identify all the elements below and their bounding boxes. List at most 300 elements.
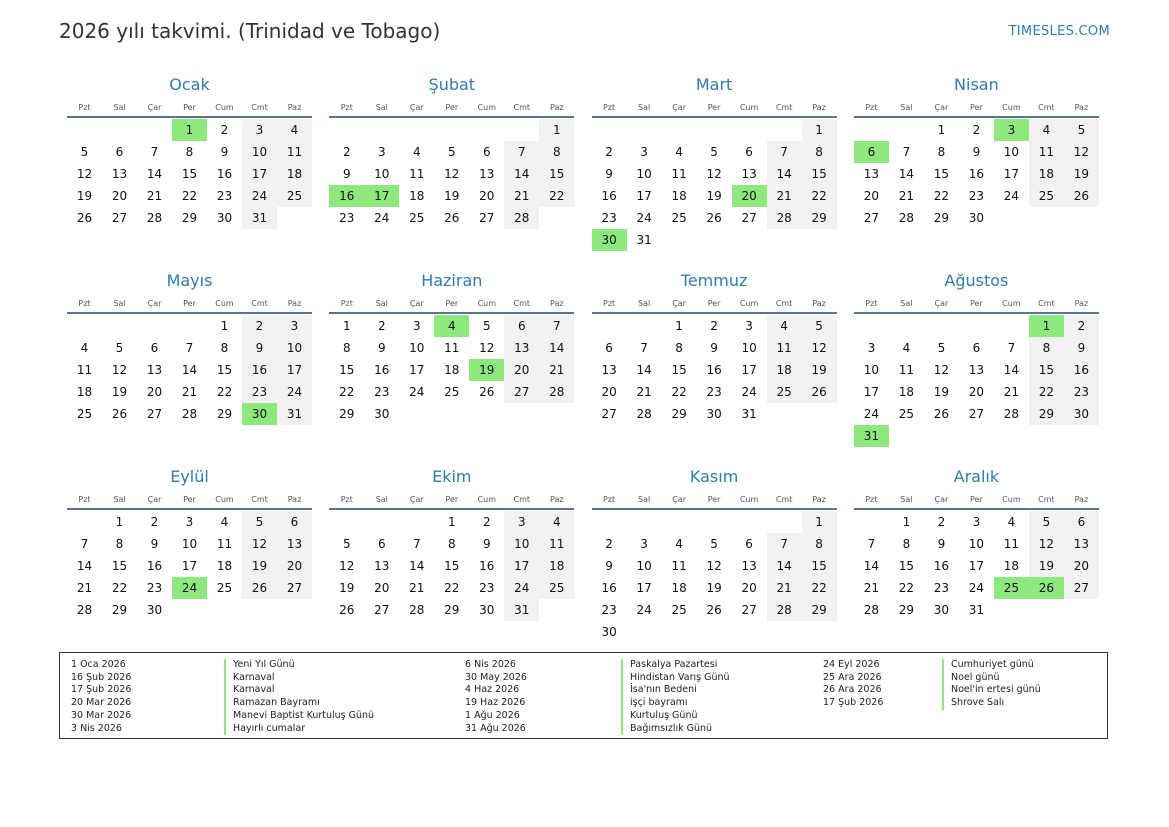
day-cell: 6 <box>745 145 753 159</box>
legend-holiday-name: Manevi Baptist Kurtuluş Günü <box>224 710 374 723</box>
weekday-label: Cmt <box>251 299 268 308</box>
days-grid <box>854 315 1099 447</box>
weekday-label: Per <box>445 495 459 504</box>
weekday-label: Cmt <box>775 299 793 308</box>
legend-date: 24 Eyl 2026 <box>823 659 880 670</box>
empty-day-cell <box>854 511 889 533</box>
day-cell: 13 <box>479 167 495 181</box>
weekday-label: Pzt <box>865 103 878 112</box>
day-cell: 28 <box>863 603 880 617</box>
day-cell: 6 <box>504 315 539 337</box>
day-cell: 31 <box>277 403 312 425</box>
weekday-label: Per <box>707 103 721 112</box>
weekday-label: Çar <box>147 495 162 504</box>
weekday-label: Cum <box>215 103 234 112</box>
day-cell: 29 <box>802 599 837 621</box>
holiday-day-cell: 16 <box>329 185 364 207</box>
month-name: Nisan <box>954 75 999 94</box>
empty-day-cell <box>329 119 364 141</box>
day-cell: 15 <box>802 555 837 577</box>
holiday-day-cell: 1 <box>172 119 207 141</box>
day-cell: 10 <box>1003 145 1020 159</box>
empty-day-cell <box>399 119 434 141</box>
day-cell: 13 <box>741 167 757 181</box>
days-grid <box>592 315 837 425</box>
day-cell: 29 <box>802 207 837 229</box>
day-cell: 20 <box>1064 555 1099 577</box>
weekday-label: Paz <box>287 299 302 308</box>
days-grid <box>329 315 574 425</box>
weekday-label: Sal <box>375 103 388 112</box>
day-cell: 16 <box>479 559 495 573</box>
weekday-label: Sal <box>900 299 913 308</box>
legend-names-column <box>942 659 1041 710</box>
weekday-label: Paz <box>1074 495 1089 504</box>
day-cell: 5 <box>802 315 837 337</box>
weekday-header <box>67 292 312 314</box>
day-cell: 21 <box>76 581 93 595</box>
weekday-header <box>854 292 1099 314</box>
day-cell: 9 <box>1064 337 1099 359</box>
day-cell: 12 <box>339 559 355 573</box>
day-cell: 19 <box>111 385 128 399</box>
day-cell: 17 <box>277 359 312 381</box>
day-cell: 22 <box>181 189 198 203</box>
empty-day-cell <box>102 119 137 141</box>
month-name: Eylül <box>170 467 209 486</box>
day-cell: 3 <box>377 145 386 159</box>
day-cell: 26 <box>242 577 277 599</box>
weekday-label: Per <box>445 299 459 308</box>
empty-day-cell <box>67 119 102 141</box>
day-cell: 15 <box>444 559 460 573</box>
day-cell: 1 <box>220 319 229 333</box>
day-cell: 18 <box>444 363 460 377</box>
day-cell: 24 <box>409 385 425 399</box>
day-cell: 20 <box>863 189 880 203</box>
empty-day-cell <box>854 315 889 337</box>
weekday-label: Pzt <box>340 103 353 112</box>
weekday-label: Cmt <box>251 103 268 112</box>
day-cell: 6 <box>150 341 159 355</box>
weekday-label: Cum <box>1002 495 1021 504</box>
empty-day-cell <box>592 511 627 533</box>
month-name: Ekim <box>432 467 472 486</box>
day-cell: 28 <box>539 381 574 403</box>
day-cell: 5 <box>242 511 277 533</box>
legend-date: 19 Haz 2026 <box>465 697 526 709</box>
empty-day-cell <box>662 511 697 533</box>
day-cell: 10 <box>181 537 198 551</box>
brand-logo[interactable]: TIMESLES.COM <box>1008 24 1110 39</box>
day-cell: 12 <box>706 167 722 181</box>
day-cell: 29 <box>216 407 233 421</box>
month-calendar <box>329 466 574 662</box>
day-cell: 2 <box>150 515 159 529</box>
legend-date: 20 Mar 2026 <box>71 697 132 709</box>
days-grid <box>592 119 837 251</box>
day-cell: 8 <box>937 145 946 159</box>
day-cell: 11 <box>277 141 312 163</box>
day-cell: 2 <box>242 315 277 337</box>
day-cell: 5 <box>80 145 89 159</box>
day-cell: 13 <box>111 167 128 181</box>
days-grid <box>67 119 312 229</box>
empty-day-cell <box>329 511 364 533</box>
day-cell: 10 <box>968 537 985 551</box>
month-name: Temmuz <box>680 271 748 290</box>
day-cell: 17 <box>968 559 985 573</box>
day-cell: 18 <box>216 559 233 573</box>
day-cell: 11 <box>898 363 915 377</box>
day-cell: 24 <box>863 407 880 421</box>
legend-holiday-name: İsa'nın Bedeni <box>621 684 730 697</box>
days-grid <box>854 511 1099 621</box>
day-cell: 14 <box>76 559 93 573</box>
day-cell: 4 <box>412 145 421 159</box>
legend-date: 3 Nis 2026 <box>71 722 122 734</box>
weekday-label: Sal <box>637 103 651 112</box>
day-cell: 17 <box>1003 167 1020 181</box>
holiday-day-cell: 31 <box>854 425 889 447</box>
day-cell: 9 <box>937 537 946 551</box>
weekday-label: Çar <box>672 299 686 308</box>
day-cell: 27 <box>741 603 757 617</box>
day-cell: 9 <box>150 537 159 551</box>
legend-date: 6 Nis 2026 <box>465 659 516 670</box>
day-cell: 16 <box>706 363 722 377</box>
day-cell: 30 <box>1064 403 1099 425</box>
weekday-label: Çar <box>934 103 949 112</box>
day-cell: 15 <box>933 167 950 181</box>
day-cell: 12 <box>1064 141 1099 163</box>
day-cell: 31 <box>636 233 652 247</box>
weekday-header <box>67 96 312 118</box>
legend-date: 25 Ara 2026 <box>823 671 882 683</box>
day-cell: 17 <box>181 559 198 573</box>
day-cell: 1 <box>902 515 911 529</box>
day-cell: 19 <box>706 189 722 203</box>
day-cell: 5 <box>710 145 718 159</box>
day-cell: 27 <box>863 211 880 225</box>
day-cell: 1 <box>802 511 837 533</box>
day-cell: 23 <box>601 603 617 617</box>
day-cell: 9 <box>220 145 229 159</box>
day-cell: 11 <box>1029 141 1064 163</box>
empty-day-cell <box>732 511 767 533</box>
day-cell: 5 <box>1064 119 1099 141</box>
day-cell: 2 <box>710 319 718 333</box>
day-cell: 23 <box>216 189 233 203</box>
month-name: Aralık <box>953 467 1000 486</box>
day-cell: 20 <box>504 359 539 381</box>
weekday-header <box>592 292 837 314</box>
legend-holiday-name: Bağımsızlık Günü <box>621 723 730 736</box>
day-cell: 30 <box>146 603 163 617</box>
day-cell: 23 <box>146 581 163 595</box>
day-cell: 24 <box>504 577 539 599</box>
day-cell: 21 <box>767 185 802 207</box>
day-cell: 8 <box>220 341 229 355</box>
day-cell: 26 <box>802 381 837 403</box>
weekday-label: Sal <box>375 299 388 308</box>
weekday-label: Cum <box>215 495 234 504</box>
day-cell: 19 <box>444 189 460 203</box>
empty-day-cell <box>767 119 802 141</box>
day-cell: 22 <box>671 385 687 399</box>
day-cell: 12 <box>242 533 277 555</box>
weekday-label: Cmt <box>513 299 531 308</box>
day-cell: 18 <box>898 385 915 399</box>
weekday-label: Cmt <box>251 495 268 504</box>
weekday-label: Cum <box>1002 299 1021 308</box>
day-cell: 16 <box>216 167 233 181</box>
day-cell: 8 <box>1029 337 1064 359</box>
day-cell: 7 <box>185 341 194 355</box>
day-cell: 26 <box>444 211 460 225</box>
weekday-header <box>854 96 1099 118</box>
day-cell: 10 <box>741 341 757 355</box>
month-name: Şubat <box>428 75 476 94</box>
day-cell: 17 <box>504 555 539 577</box>
day-cell: 8 <box>802 533 837 555</box>
weekday-label: Çar <box>147 299 162 308</box>
empty-day-cell <box>959 315 994 337</box>
day-cell: 17 <box>741 363 757 377</box>
day-cell: 18 <box>409 189 425 203</box>
day-cell: 28 <box>504 207 539 229</box>
day-cell: 10 <box>636 167 652 181</box>
day-cell: 22 <box>216 385 233 399</box>
empty-day-cell <box>592 315 627 337</box>
day-cell: 23 <box>374 385 390 399</box>
day-cell: 4 <box>539 511 574 533</box>
day-cell: 22 <box>802 185 837 207</box>
month-calendar <box>592 74 837 270</box>
day-cell: 14 <box>863 559 880 573</box>
day-cell: 9 <box>342 167 351 181</box>
day-cell: 7 <box>504 141 539 163</box>
day-cell: 18 <box>1029 163 1064 185</box>
empty-day-cell <box>364 119 399 141</box>
day-cell: 2 <box>605 537 613 551</box>
day-cell: 20 <box>374 581 390 595</box>
day-cell: 6 <box>972 341 981 355</box>
empty-day-cell <box>172 315 207 337</box>
weekday-label: Per <box>970 495 983 504</box>
day-cell: 23 <box>242 381 277 403</box>
day-cell: 28 <box>181 407 198 421</box>
day-cell: 17 <box>863 385 880 399</box>
weekday-label: Pzt <box>78 299 91 308</box>
day-cell: 11 <box>539 533 574 555</box>
weekday-label: Per <box>183 103 196 112</box>
weekday-label: Paz <box>287 495 302 504</box>
legend-date: 1 Ağu 2026 <box>465 709 520 721</box>
day-cell: 3 <box>242 119 277 141</box>
day-cell: 15 <box>216 363 233 377</box>
day-cell: 19 <box>1029 555 1064 577</box>
day-cell: 25 <box>671 603 687 617</box>
day-cell: 23 <box>601 211 617 225</box>
day-cell: 12 <box>802 337 837 359</box>
weekday-label: Per <box>445 103 459 112</box>
day-cell: 9 <box>972 145 981 159</box>
holiday-day-cell: 1 <box>1029 315 1064 337</box>
day-cell: 16 <box>601 581 617 595</box>
month-calendar <box>592 466 837 662</box>
empty-day-cell <box>137 315 172 337</box>
day-cell: 25 <box>767 381 802 403</box>
day-cell: 24 <box>636 603 652 617</box>
day-cell: 13 <box>863 167 880 181</box>
holiday-day-cell: 4 <box>434 315 469 337</box>
day-cell: 6 <box>1064 511 1099 533</box>
weekday-label: Paz <box>550 299 564 308</box>
day-cell: 1 <box>115 515 124 529</box>
days-grid <box>854 119 1099 229</box>
day-cell: 26 <box>933 407 950 421</box>
day-cell: 2 <box>482 515 491 529</box>
weekday-label: Sal <box>113 495 126 504</box>
day-cell: 7 <box>80 537 89 551</box>
day-cell: 3 <box>640 537 648 551</box>
day-cell: 21 <box>767 577 802 599</box>
day-cell: 25 <box>216 581 233 595</box>
day-cell: 10 <box>409 341 425 355</box>
day-cell: 25 <box>444 385 460 399</box>
day-cell: 29 <box>933 211 950 225</box>
month-calendar <box>329 74 574 270</box>
day-cell: 7 <box>412 537 421 551</box>
day-cell: 17 <box>409 363 425 377</box>
legend-date: 31 Ağu 2026 <box>465 722 526 734</box>
day-cell: 9 <box>242 337 277 359</box>
day-cell: 17 <box>242 163 277 185</box>
day-cell: 22 <box>111 581 128 595</box>
day-cell: 10 <box>504 533 539 555</box>
month-calendar <box>67 74 312 270</box>
weekday-label: Çar <box>934 495 949 504</box>
day-cell: 19 <box>339 581 355 595</box>
day-cell: 9 <box>482 537 491 551</box>
day-cell: 11 <box>1003 537 1020 551</box>
day-cell: 10 <box>863 363 880 377</box>
legend-dates-column <box>823 659 883 710</box>
days-grid <box>592 511 837 643</box>
month-name: Haziran <box>421 271 483 290</box>
day-cell: 10 <box>277 337 312 359</box>
day-cell: 29 <box>1029 403 1064 425</box>
weekday-header <box>854 488 1099 510</box>
legend-holiday-name: Karnaval <box>224 672 374 685</box>
weekday-label: Çar <box>672 495 686 504</box>
day-cell: 28 <box>767 599 802 621</box>
day-cell: 16 <box>968 167 985 181</box>
day-cell: 4 <box>1029 119 1064 141</box>
day-cell: 22 <box>802 577 837 599</box>
empty-day-cell <box>732 119 767 141</box>
day-cell: 11 <box>444 341 460 355</box>
weekday-label: Cum <box>739 299 759 308</box>
day-cell: 28 <box>636 407 652 421</box>
weekday-label: Per <box>707 299 721 308</box>
month-name: Mart <box>695 75 733 94</box>
day-cell: 24 <box>1003 189 1020 203</box>
empty-day-cell <box>504 119 539 141</box>
day-cell: 29 <box>181 211 198 225</box>
day-cell: 19 <box>76 189 93 203</box>
day-cell: 13 <box>146 363 163 377</box>
weekday-label: Cmt <box>775 103 793 112</box>
day-cell: 16 <box>933 559 950 573</box>
day-cell: 14 <box>539 337 574 359</box>
day-cell: 23 <box>339 211 355 225</box>
day-cell: 27 <box>277 577 312 599</box>
day-cell: 18 <box>1003 559 1020 573</box>
weekday-label: Çar <box>934 299 949 308</box>
weekday-label: Pzt <box>340 495 353 504</box>
empty-day-cell <box>364 511 399 533</box>
day-cell: 18 <box>539 555 574 577</box>
day-cell: 30 <box>933 603 950 617</box>
empty-day-cell <box>592 119 627 141</box>
day-cell: 21 <box>636 385 652 399</box>
day-cell: 8 <box>675 341 683 355</box>
legend-date: 30 May 2026 <box>465 671 527 683</box>
weekday-label: Paz <box>812 103 826 112</box>
day-cell: 10 <box>636 559 652 573</box>
weekday-header <box>592 96 837 118</box>
day-cell: 22 <box>339 385 355 399</box>
day-cell: 11 <box>671 167 687 181</box>
legend-date: 17 Şub 2026 <box>71 684 132 696</box>
weekday-label: Cum <box>1002 103 1021 112</box>
day-cell: 25 <box>1029 185 1064 207</box>
day-cell: 30 <box>968 211 985 225</box>
day-cell: 31 <box>504 599 539 621</box>
holiday-day-cell: 24 <box>172 577 207 599</box>
day-cell: 21 <box>863 581 880 595</box>
weekday-label: Cum <box>215 299 234 308</box>
day-cell: 20 <box>601 385 617 399</box>
day-cell: 26 <box>339 603 355 617</box>
weekday-label: Pzt <box>865 299 878 308</box>
days-grid <box>329 511 574 621</box>
month-name: Ocak <box>169 75 210 94</box>
weekday-label: Cmt <box>513 103 531 112</box>
day-cell: 2 <box>1064 315 1099 337</box>
weekday-label: Per <box>970 299 983 308</box>
legend-names-column <box>224 659 374 735</box>
empty-day-cell <box>889 119 924 141</box>
day-cell: 25 <box>76 407 93 421</box>
holiday-day-cell: 26 <box>1029 577 1064 599</box>
day-cell: 11 <box>409 167 425 181</box>
day-cell: 30 <box>216 211 233 225</box>
day-cell: 4 <box>902 341 911 355</box>
day-cell: 14 <box>767 163 802 185</box>
day-cell: 12 <box>76 167 93 181</box>
day-cell: 31 <box>741 407 757 421</box>
weekday-label: Cmt <box>1038 103 1055 112</box>
day-cell: 27 <box>479 211 495 225</box>
day-cell: 23 <box>933 581 950 595</box>
day-cell: 19 <box>802 359 837 381</box>
day-cell: 8 <box>447 537 456 551</box>
day-cell: 21 <box>146 189 163 203</box>
legend-holiday-name: Paskalya Pazartesi <box>621 659 730 672</box>
